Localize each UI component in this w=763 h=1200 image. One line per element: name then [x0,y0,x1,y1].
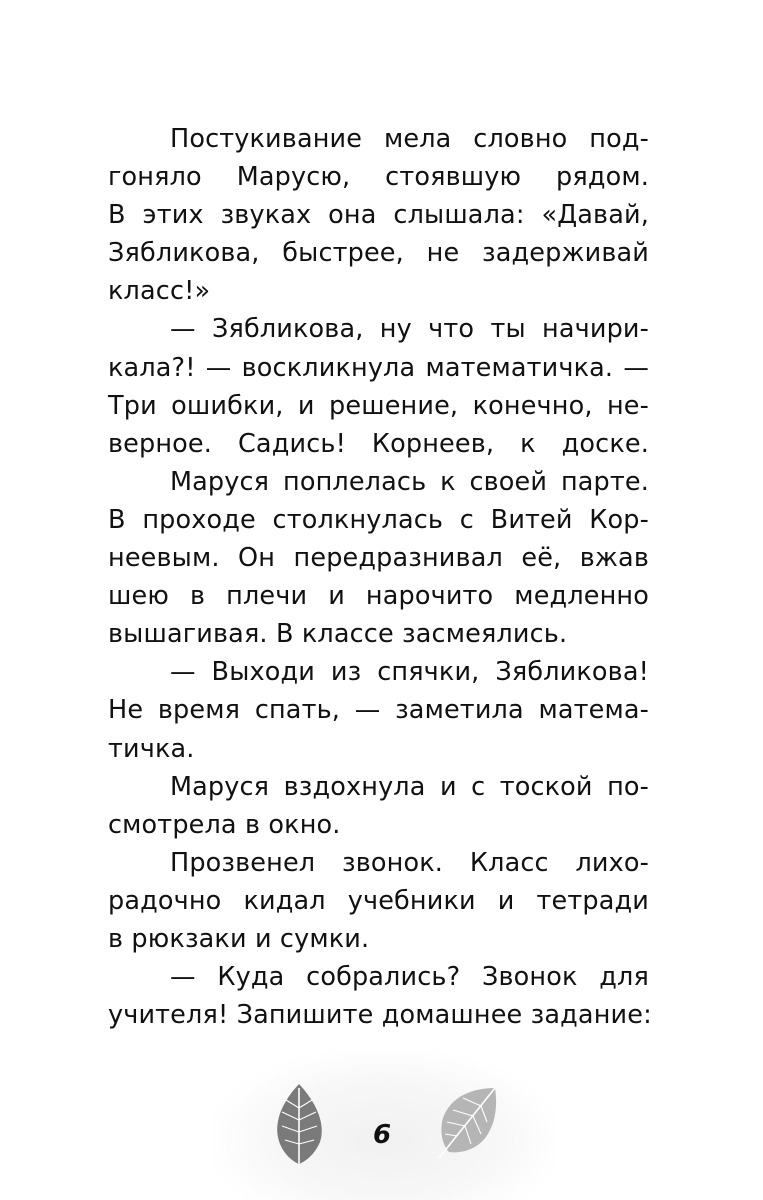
text-line: — Зябликова, ну что ты начири- [170,314,649,345]
text-line: смотрела в окно. [108,809,341,840]
text-line: верное. Садись! Корнеев, к доске. [108,428,649,459]
text-line: В проходе столкнулась с Витей Кор- [108,504,649,535]
text-line: в рюкзаки и сумки. [108,923,370,954]
text-line: тичка. [108,733,195,764]
text-line: кала?! — воскликнула математичка. — [108,352,649,383]
text-line: Три ошибки, и решение, конечно, не- [108,390,649,421]
text-line: шею в плечи и нарочито медленно [108,581,649,612]
text-line: неевым. Он передразнивал её, вжав [108,543,649,574]
text-line: — Выходи из спячки, Зябликова! [170,657,649,688]
text-line: класс!» [108,276,211,307]
light-leaf-icon [433,1082,503,1162]
text-line: гоняло Марусю, стоявшую рядом. [108,162,649,193]
text-line: Маруся поплелась к своей парте. [170,466,649,497]
text-line: вышагивая. В классе засмеялись. [108,619,568,650]
body-text [108,120,652,1034]
text-line: Зябликова, быстрее, не задерживай [108,238,649,269]
text-line: учителя! Запишите домашнее задание: [108,1000,652,1031]
text-line: В этих звуках она слышала: «Давай, [108,200,649,231]
text-line: Постукивание мела словно под- [170,124,649,154]
dark-leaf-icon [268,1080,330,1170]
text-line: радочно кидал учебники и тетради [108,885,649,916]
text-line: Не время спать, — заметила матема- [108,695,649,726]
text-line: — Куда собрались? Звонок для [170,962,649,993]
page-number: 6 [372,1120,392,1150]
text-line: Маруся вздохнула и с тоской по- [170,771,649,802]
text-line: Прозвенел звонок. Класс лихо- [170,847,649,878]
